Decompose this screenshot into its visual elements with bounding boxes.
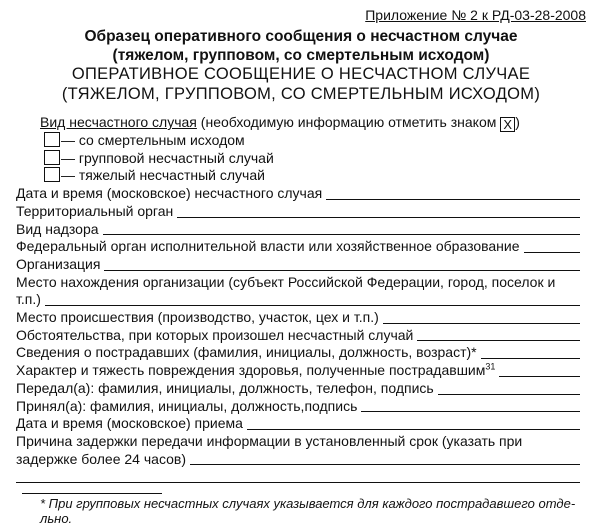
field-supervision: Вид надзора: [16, 221, 586, 239]
delay-reason-extra-line[interactable]: [16, 468, 580, 483]
sent-by-input-line[interactable]: [438, 394, 580, 395]
received-datetime-input-line[interactable]: [247, 429, 580, 430]
incident-place-input-line[interactable]: [383, 323, 580, 324]
title-line-2: (тяжелом, групповом, со смертельным исходом): [112, 47, 490, 64]
field-datetime: Дата и время (московское) несчастного случая: [16, 185, 586, 203]
checkbox-severe[interactable]: [44, 167, 60, 182]
accident-type-header: Вид несчастного случая (необходимую информацию отметить знаком X ): [40, 114, 520, 132]
victims-input-line[interactable]: [481, 358, 580, 359]
appendix-ref: Приложение № 2 к РД-03-28-2008: [365, 7, 586, 23]
accident-type-label: Вид несчастного случая: [40, 114, 197, 130]
caps-title-line-2: (ТЯЖЕЛОМ, ГРУППОВОМ, СО СМЕРТЕЛЬНЫМ ИСХОДОМ): [61, 84, 541, 103]
field-received-by: Принял(а): фамилия, инициалы, должность,подпись: [16, 398, 586, 416]
field-organization: Организация: [16, 256, 586, 274]
caps-title-line-1: ОПЕРАТИВНОЕ СООБЩЕНИЕ О НЕСЧАСТНОМ СЛУЧАЕ: [71, 65, 531, 83]
field-federal-body: Федеральный орган исполнительной власти или хозяйственное образование: [16, 238, 586, 256]
field-injury: Характер и тяжесть повреждения здоровья, полученные пострадавшим$^{31}$: [16, 362, 586, 380]
option-fatal[interactable]: — со смертельным исходом: [16, 132, 586, 150]
federal-input-line[interactable]: [524, 252, 580, 253]
received-by-input-line[interactable]: [361, 411, 580, 412]
footnote: * При групповых несчастных случаях указывается для каждого пострадавшего отде- льно.: [40, 496, 576, 527]
title-line-1: Образец оперативного сообщения о несчастном случае: [84, 28, 518, 45]
supervision-input-line[interactable]: [103, 234, 580, 235]
checkbox-fatal[interactable]: [44, 132, 60, 147]
option-severe[interactable]: — тяжелый несчастный случай: [16, 167, 586, 185]
injury-input-line[interactable]: [499, 376, 580, 377]
accident-type-note: (необходимую информацию отметить знаком: [196, 114, 501, 130]
organization-input-line[interactable]: [104, 270, 580, 271]
field-victims: Сведения о пострадавших (фамилия, инициалы, должность, возраст)*: [16, 344, 586, 362]
field-sent-by: Передал(а): фамилия, инициалы, должность, телефон, подпись: [16, 380, 586, 398]
circumstances-input-line[interactable]: [417, 340, 580, 341]
footnote-ref: 31: [485, 361, 496, 372]
option-group[interactable]: — групповой несчастный случай: [16, 150, 586, 168]
territorial-input-line[interactable]: [177, 217, 580, 218]
field-organization-location: Место нахождения организации (субъект Российской Федерации, город, поселок и т.п.): [16, 274, 586, 309]
x-mark-example: X: [500, 117, 515, 132]
checkbox-group[interactable]: [44, 150, 60, 165]
datetime-input-line[interactable]: [326, 199, 580, 200]
field-received-datetime: Дата и время (московское) приема: [16, 415, 586, 433]
organization-location-input-line[interactable]: [45, 305, 580, 306]
field-incident-place: Место происшествия (производство, участок, цех и т.п.): [16, 309, 586, 327]
footnote-divider: [22, 493, 162, 494]
delay-reason-input-line[interactable]: [190, 464, 580, 465]
field-circumstances: Обстоятельства, при которых произошел несчастный случай: [16, 327, 586, 345]
field-territorial-body: Территориальный орган: [16, 203, 586, 221]
field-delay-reason: Причина задержки передачи информации в установленный срок (указать при задержке более 24 часов): [16, 433, 586, 483]
